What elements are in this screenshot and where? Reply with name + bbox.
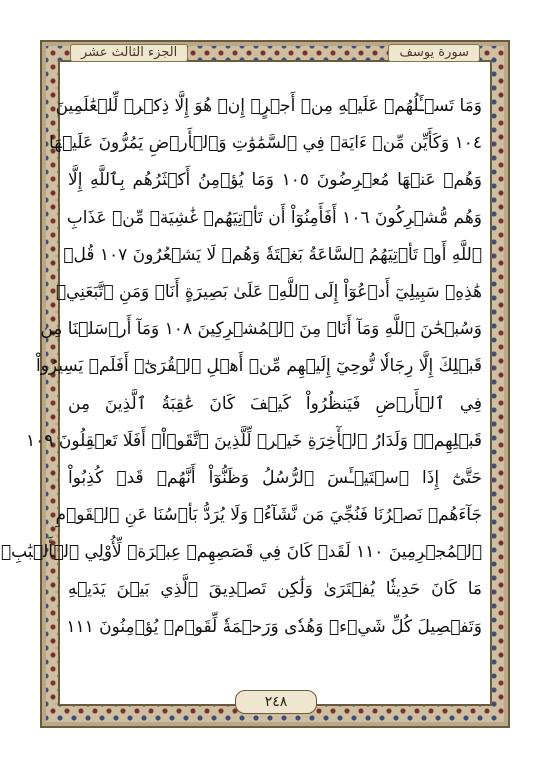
text-line: حَتَّىٰٓ إِذَا ٱسۡتَيۡـَٔسَ ٱلرُّسُلُ وَظَنُّوٓاْ أَنَّهُمۡ قَدۡ كُذِبُواْ (68, 467, 482, 488)
text-line: وَهُم مُّشۡرِكُونَ ١٠٦ أَفَأَمِنُوٓاْ أَن تَأۡتِيَهُمۡ غَٰشِيَةٞ مِّنۡ عَذَابِ (66, 207, 482, 228)
text-line: قَبۡلِهِمۡۗ وَلَدَارُ ٱلۡأٓخِرَةِ خَيۡرٞ لِّلَّذِينَ ٱتَّقَوۡاْۚ أَفَلَا تَعۡقِلُونَ ١٠٩ (26, 430, 482, 451)
text-line: وَمَا تَسۡـَٔلُهُمۡ عَلَيۡهِ مِنۡ أَجۡرٍۚ إِنۡ هُوَ إِلَّا ذِكۡرٞ لِّلۡعَٰلَمِينَ (55, 96, 482, 116)
surah-name-header (388, 44, 480, 62)
text-line: مَا كَانَ حَدِيثٗا يُفۡتَرَىٰ وَلَٰكِن تَصۡدِيقَ ٱلَّذِي بَيۡنَ يَدَيۡهِ (68, 579, 482, 600)
surah-name-label: سورة يوسف (388, 44, 480, 62)
page-number: ٢٤٨ (235, 690, 317, 714)
text-line: ١٠٤ وَكَأَيِّن مِّنۡ ءَايَةٖ فِي ٱلسَّمَٰوَٰتِ وَٱلۡأَرۡضِ يَمُرُّونَ عَلَيۡهَا (49, 133, 482, 154)
text-line: وَتَفۡصِيلَ كُلِّ شَيۡءٖ وَهُدٗى وَرَحۡمَةٗ لِّقَوۡمٖ يُؤۡمِنُونَ ١١١ (66, 616, 482, 637)
text-line: جَآءَهُمۡ نَصۡرُنَا فَنُجِّيَ مَن نَّشَآءُۖ وَلَا يُرَدُّ بَأۡسُنَا عَنِ ٱلۡقَوۡمِ (55, 505, 482, 526)
text-line: قَبۡلِكَ إِلَّا رِجَالٗا نُّوحِيٓ إِلَيۡهِم مِّنۡ أَهۡلِ ٱلۡقُرَىٰٓۗ أَفَلَمۡ يَسِيرُواْ (35, 356, 482, 377)
juz-name-header (70, 44, 188, 62)
text-line: ٱللَّهِ أَوۡ تَأۡتِيَهُمُ ٱلسَّاعَةُ بَغۡتَةٗ وَهُمۡ لَا يَشۡعُرُونَ ١٠٧ قُلۡ (63, 244, 482, 265)
juz-name-label: الجزء الثالث عشر (70, 44, 188, 62)
quran-text-lines (0, 88, 482, 646)
text-line: هَٰذِهِۦ سَبِيلِيٓ أَدۡعُوٓاْ إِلَى ٱللَّهِۚ عَلَىٰ بَصِيرَةٍ أَنَا۠ وَمَنِ ٱتَّبَعَنِيۖ (55, 281, 482, 302)
text-line: وَهُمۡ عَنۡهَا مُعۡرِضُونَ ١٠٥ وَمَا يُؤۡمِنُ أَكۡثَرُهُم بِٱللَّهِ إِلَّا (68, 170, 482, 191)
text-line: وَسُبۡحَٰنَ ٱللَّهِ وَمَآ أَنَا۠ مِنَ ٱلۡمُشۡرِكِينَ ١٠٨ وَمَآ أَرۡسَلۡنَا مِن (40, 319, 482, 340)
text-line: ٱلۡمُجۡرِمِينَ ١١٠ لَقَدۡ كَانَ فِي قَصَصِهِمۡ عِبۡرَةٞ لِّأُوْلِي ٱلۡأَلۡبَٰبِۗ (0, 542, 482, 563)
text-line: فِي ٱلۡأَرۡضِ فَيَنظُرُواْ كَيۡفَ كَانَ عَٰقِبَةُ ٱلَّذِينَ مِن (68, 393, 482, 414)
